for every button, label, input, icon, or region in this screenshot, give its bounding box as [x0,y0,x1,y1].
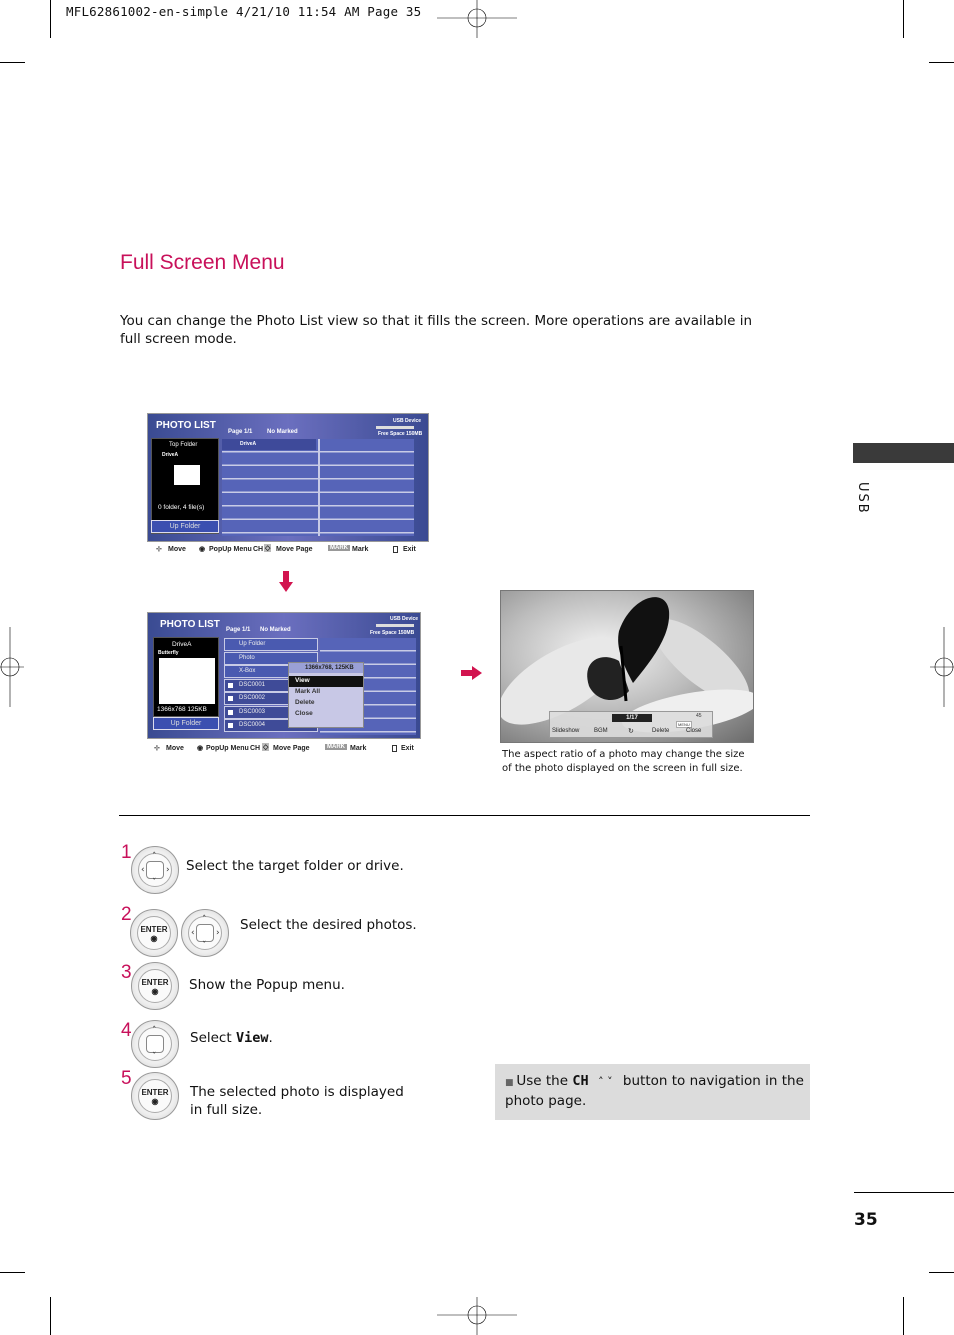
photo-list-screen-1 [147,413,429,542]
crop-mark [0,1272,25,1273]
marked-status: No Marked [267,429,298,435]
device-label: USB Device [393,418,422,424]
free-space-bar [376,624,414,627]
note-bullet-icon: ■ [505,1078,517,1088]
photo-thumbnail [159,658,215,704]
note-box [495,1064,810,1120]
folder-info: 0 folder, 4 file(s) [158,504,205,511]
registration-mark-icon [437,0,517,38]
file-grid [222,439,414,536]
list-item[interactable]: DSC0003 [224,706,318,719]
arrow-right-icon [461,666,483,680]
footer-mark: Mark [350,745,367,752]
footer-popup: PopUp Menu [209,546,252,553]
delete-button[interactable]: Delete [652,728,670,734]
list-item[interactable]: Photo [224,652,318,665]
footer-move: Move [168,546,186,553]
note-text [505,1072,805,1110]
ch-icon: ◇ [265,545,271,552]
screen2-footer [154,744,424,756]
step-text: Select the target folder or drive. [186,858,404,874]
arrow-down-icon [279,571,293,593]
up-folder-button[interactable]: Up Folder [151,520,219,533]
exit-icon [392,745,397,752]
list-item[interactable]: DSC0004 [224,719,318,732]
popup-item-close[interactable]: Close [295,710,313,717]
intro-text: You can change the Photo List view so that it fills the screen. More operations are available in full screen mode. [120,313,753,347]
enter-button: ENTER ◉ [130,909,178,957]
step-text-post: . [268,1030,273,1046]
crop-mark [903,1297,904,1335]
rotate-icon[interactable]: ↻ [628,727,634,735]
photo-info: 1366x768 125KB [157,706,207,713]
footer-mark: Mark [352,546,369,553]
page-title: Full Screen Menu [120,251,285,274]
free-space-label: Free Space 150MB [370,630,415,636]
step-text: Select the desired photos. [240,917,417,933]
step-number: 5 [121,1068,132,1089]
step-text: The selected photo is displayed in full size. [190,1084,404,1118]
nav-button: ˆ ˇ ‹ › [181,909,229,957]
photo-preview-panel [153,637,219,717]
footer-popup: PopUp Menu [206,745,249,752]
move-icon: ⊹ [156,546,162,553]
nav-button: ˆ ˇ ‹ › [131,846,179,894]
crop-mark [50,1297,51,1335]
slideshow-button[interactable]: Slideshow [552,728,580,734]
footer-exit: Exit [403,546,416,553]
section-divider [119,815,810,816]
step-text-pre: Select [190,1030,236,1046]
note-pre: Use the [516,1073,573,1089]
marked-status: No Marked [260,627,291,633]
screen-title: PHOTO LIST [156,420,216,431]
step-text: Show the Popup menu. [189,977,345,993]
ch-key-label: CH [572,1073,589,1089]
step-number: 4 [121,1020,132,1041]
crop-mark [903,0,904,38]
list-item[interactable]: DriveA [222,439,316,450]
footer-exit: Exit [401,745,414,752]
page-indicator: Page 1/1 [226,627,251,633]
photo-counter: 1/17 [612,714,652,722]
footer-move-page: Move Page [273,745,310,752]
enter-button: ENTER ◉ [131,962,179,1010]
step-number: 1 [121,842,132,863]
popup-header: 1366x768, 125KB [289,663,363,673]
full-screen-photo [500,590,754,743]
menu-option[interactable]: MENU [678,722,690,727]
photo-list-screen-2 [147,612,421,739]
footer-ch: CH [253,546,264,553]
mark-key: MARK [330,545,348,551]
list-item[interactable]: DSC0002 [224,692,318,705]
photo-control-bar [549,711,713,738]
footer-move-page: Move Page [276,546,313,553]
page-number-rule [854,1192,954,1193]
folder-icon [174,465,200,485]
footer-move: Move [166,745,184,752]
enter-button: ENTER ◉ [131,1072,179,1120]
nav-button: ˆ ˇ [131,1020,179,1068]
enter-icon: ◉ [197,745,204,752]
section-tab-bar [853,443,954,463]
step-number: 2 [121,904,132,925]
registration-mark-icon [437,1297,517,1335]
list-item[interactable]: DSC0001 [224,679,318,692]
crop-mark [929,1272,954,1273]
view-keyword: View [235,1030,269,1046]
list-item[interactable]: Up Folder [224,638,318,651]
popup-item-delete[interactable]: Delete [295,699,315,706]
close-button[interactable]: Close [686,728,702,734]
top-folder-label: Top Folder [169,442,198,448]
enter-label: ENTER [140,925,168,934]
file-label: Butterfly [158,650,179,656]
registration-mark-icon [930,627,954,707]
step-text [190,1029,273,1047]
checkbox-icon[interactable] [228,710,233,715]
step-number: 3 [121,962,132,983]
mark-key: MARK [327,744,345,750]
exit-icon [393,546,398,553]
popup-item-view[interactable]: View [289,676,363,687]
ch-icon: ◇ [263,744,269,751]
footer-ch: CH [250,745,261,752]
print-header: MFL62861002-en-simple 4/21/10 11:54 AM Page 35 [66,4,422,19]
ch-arrows-icon: ˄ ˅ [594,1075,613,1088]
crop-mark [50,0,51,38]
popup-item-mark-all[interactable]: Mark All [295,688,321,695]
note-post: button to navigation in the photo page. [505,1073,804,1109]
free-space-bar [376,426,414,429]
move-icon: ⊹ [154,745,160,752]
registration-mark-icon [0,627,24,707]
popup-menu [288,662,364,728]
list-item[interactable]: X-Box [224,665,318,678]
free-space-label: Free Space 150MB [378,431,423,437]
screen-title: PHOTO LIST [160,619,220,630]
up-folder-button[interactable]: Up Folder [153,717,219,730]
enter-icon: ◉ [199,546,206,553]
bgm-button[interactable]: BGM [594,728,608,734]
section-tab-label: USB [855,482,870,515]
page-number: 35 [854,1210,878,1230]
enter-label: ENTER [141,978,169,987]
checkbox-icon[interactable] [228,696,233,701]
page-indicator: Page 1/1 [228,429,253,435]
drive-label: DriveA [172,641,192,648]
enter-label: ENTER [141,1088,169,1097]
crop-mark [929,62,954,63]
device-label: USB Device [390,616,419,622]
checkbox-icon[interactable] [228,723,233,728]
drive-label: DriveA [162,452,179,458]
volume-indicator: 45 [696,713,702,719]
screen1-footer [156,545,426,557]
checkbox-icon[interactable] [228,683,233,688]
photo-caption: The aspect ratio of a photo may change the size of the photo displayed on the screen in full size. [502,749,745,774]
crop-mark [0,62,25,63]
